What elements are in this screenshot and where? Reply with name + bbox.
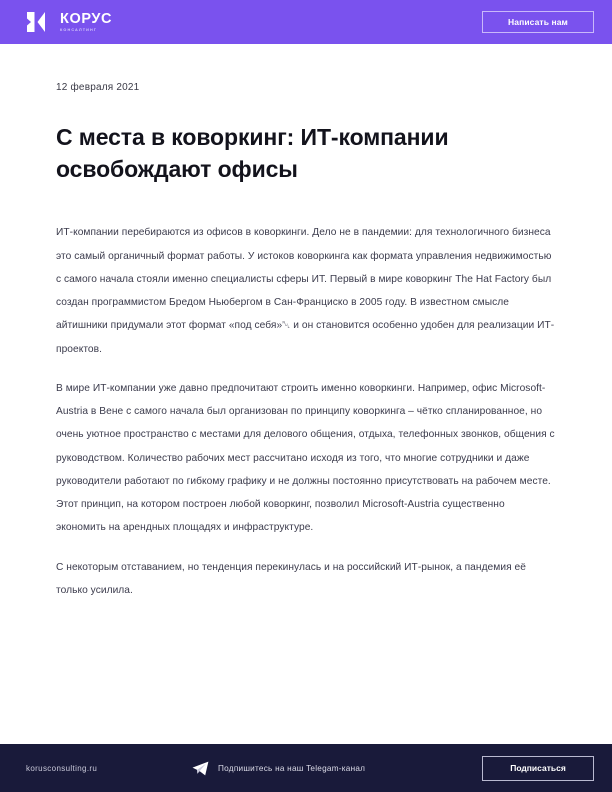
brand-name: КОРУС (60, 10, 113, 27)
telegram-subscribe-prompt (97, 761, 460, 776)
article-paragraph: С некоторым отставанием, но тенденция перекинулась и на российский ИТ-рынок, а пандемия её только усилила. (56, 561, 526, 596)
footer-cta-text: Подпишитесь на наш Telegam-канал (218, 763, 366, 773)
article-container (0, 82, 612, 602)
page-title: С места в коворкинг: ИТ-компании освобождают офисы (56, 124, 449, 182)
site-footer (0, 744, 612, 792)
telegram-paper-plane-icon (192, 761, 209, 776)
brand-subtitle: КОНСАЛТИНГ (60, 27, 98, 32)
article-paragraph: ИТ-компании перебираются из офисов в коворкинги. Дело не в пандемии: для технологичного бизнеса это самый органичный формат работы. У истоков коворкинга как формата управления недвижимостью с самого начала стояли именно специалисты сферы ИТ. Первый в мире коворкинг The Hat Factory был создан программистом Бредом Ньюбергом в Сан-Франциско в 2005 году. В известном смысле айтишники придумали этот формат «под себя»␀ и он становится особенно удобен для реализации ИТ-проектов. (56, 227, 555, 355)
article-date: 12 февраля 2021 (56, 82, 140, 93)
subscribe-button[interactable]: Подписаться (482, 756, 594, 781)
site-header (0, 0, 612, 44)
brand-logo[interactable] (26, 9, 112, 35)
korus-block-logo-icon (26, 9, 52, 35)
article-paragraph: В мире ИТ-компании уже давно предпочитают строить именно коворкинги. Например, офис Microsoft-Austria в Вене с самого начала был организован по принципу коворкинга – чётко спланированное, но очень уютное пространство с местами для делового общения, отдыха, телефонных звонков, общения с руководством. Количество рабочих мест рассчитано исходя из того, что многие сотрудники и даже руководители работают по гибкому графику и не должны постоянно присутствовать на рабочем месте. Этот принцип, на котором построен любой коворкинг, позволил Microsoft-Austria существенно экономить на арендных площадях и инфраструктуре. (56, 382, 555, 534)
contact-us-button[interactable]: Написать нам (482, 11, 594, 33)
footer-website-link[interactable]: korusconsulting.ru (26, 763, 98, 773)
article-body (56, 221, 556, 602)
